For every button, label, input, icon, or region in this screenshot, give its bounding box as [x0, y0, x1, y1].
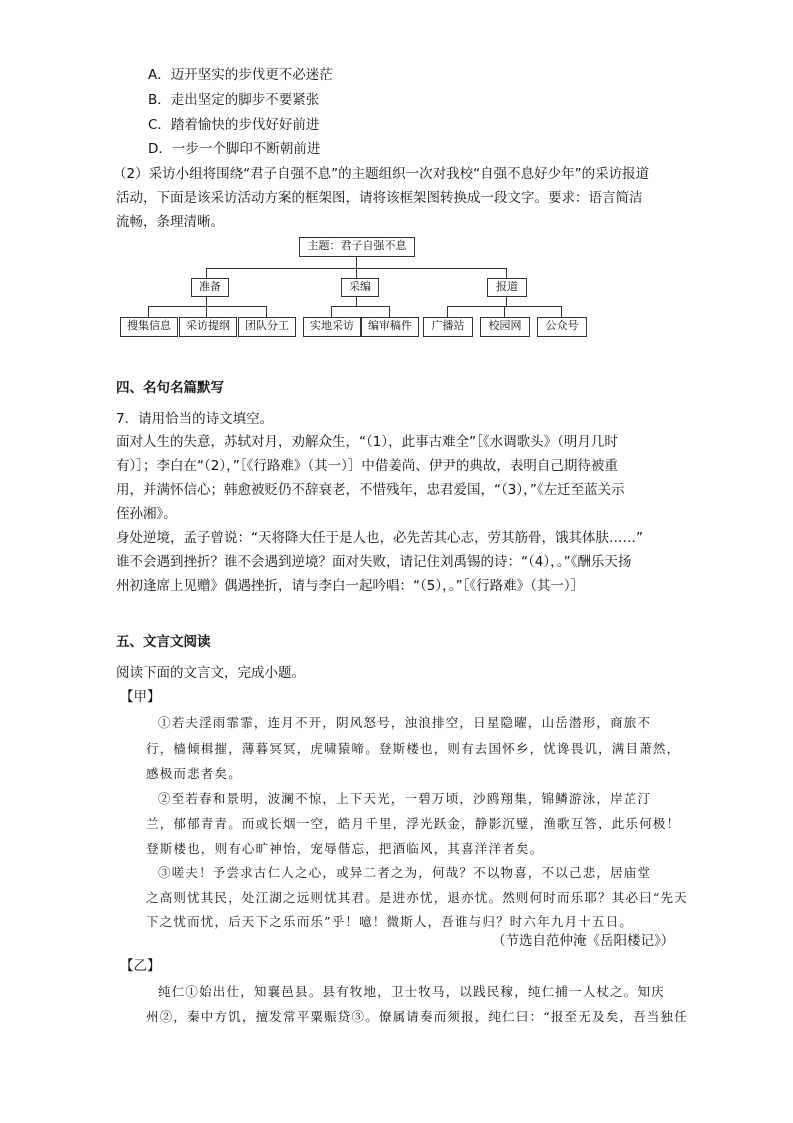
- poem-line: 身处逆境，孟子曾说：“天将降大任于是人也，必先苦其心志，劳其筋骨，饿其体肤……”: [116, 530, 643, 546]
- section-5-intro: 阅读下面的文言文，完成小题。: [116, 665, 305, 681]
- passage-line: 州②，秦中方饥，擅发常平粟赈贷③。僚属请奏而须报，纯仁曰：“报至无及矣，吾当独任: [146, 1009, 688, 1024]
- diagram-node-edit: 采编: [341, 278, 379, 297]
- diagram-leaf: 公众号: [537, 317, 587, 337]
- passage-line: 兰，郁郁青青。而或长烟一空，皓月千里，浮光跃金，静影沉璧，渔歌互答，此乐何极！: [146, 816, 681, 831]
- poem-line: 州初逢席上见赠》偶遇挫折，请与李白一起吟唱：“（5），。”［《行路难》（其一）］: [116, 578, 585, 594]
- q2-line-2: 活动，下面是该采访活动方案的框架图，请将该框架图转换成一段文字。要求：语言简洁: [116, 190, 643, 206]
- section-4-title: 四、名句名篇默写: [116, 380, 224, 396]
- passage-source: （节选自范仲淹《岳阳楼记》）: [492, 933, 675, 949]
- diagram-leaf: 编审稿件: [361, 317, 419, 337]
- passage-jia-label: 【甲】: [120, 689, 161, 705]
- section-5-title: 五、文言文阅读: [116, 634, 211, 650]
- passage-line: 纯仁①始出仕，知襄邑县。县有牧地，卫士牧马，以践民稼，纯仁捕一人杖之。知庆: [158, 984, 665, 999]
- option-a: A．迈开坚实的步伐更不必迷茫: [148, 67, 333, 83]
- passage-line: ②至若春和景明，波澜不惊，上下天光，一碧万顷，沙鸥翔集，锦鳞游泳，岸芷汀: [158, 791, 652, 806]
- passage-line: 登斯楼也，则有心旷神怡，宠辱偕忘，把酒临风，其喜洋洋者矣。: [146, 841, 544, 856]
- passage-line: ③嗟夫！予尝求古仁人之心，或异二者之为，何哉？不以物喜，不以己悲，居庙堂: [158, 865, 652, 880]
- option-c: C．踏着愉快的步伐好好前进: [148, 117, 320, 133]
- passage-line: 之高则忧其民，处江湖之远则忧其君。是进亦忧，退亦忧。然则何时而乐耶？其必曰“先天: [146, 890, 688, 905]
- passage-yi-label: 【乙】: [120, 958, 161, 974]
- diagram-leaf: 实地采访: [303, 317, 361, 337]
- passage-line: ①若夫淫雨霏霏，连月不开，阴风怒号，浊浪排空，日星隐曜，山岳潜形，商旅不: [158, 715, 652, 730]
- poem-line: 谁不会遇到挫折？谁不会遇到逆境？面对失败，请记住刘禹锡的诗：“（4），。”《酬乐天扬: [116, 554, 632, 570]
- poem-line: 用，并满怀信心；韩愈被贬仍不辞衰老，不惜残年，忠君爱国，“（3），”《左迁至蓝关示: [116, 482, 625, 498]
- diagram-leaf: 校园网: [480, 317, 530, 337]
- poem-line: 面对人生的失意，苏轼对月，劝解众生，“（1），此事古难全”［《水调歌头》（明月几时: [116, 434, 618, 450]
- diagram-leaf: 搜集信息: [120, 317, 178, 337]
- passage-line: 下之忧而忧，后天下之乐而乐”乎！噫！微斯人，吾谁与归？时六年九月十五日。: [146, 914, 634, 929]
- option-d: D．一步一个脚印不断朝前进: [148, 141, 321, 157]
- option-b: B．走出坚定的脚步不要紧张: [148, 92, 320, 108]
- q2-line-1: （2）采访小组将围绕“君子自强不息”的主题组织一次对我校“自强不息好少年”的采访报道: [113, 166, 650, 182]
- q2-line-3: 流畅，条理清晰。: [116, 214, 224, 230]
- diagram-leaf: 采访提纲: [179, 317, 237, 337]
- diagram-node-report: 报道: [487, 278, 527, 297]
- diagram-node-prepare: 准备: [191, 278, 229, 297]
- poem-line: 侄孙湘》。: [116, 506, 177, 522]
- q7-prompt: 7．请用恰当的诗文填空。: [116, 411, 274, 427]
- passage-line: 感极而悲者矣。: [146, 766, 242, 781]
- diagram-leaf: 广播站: [423, 317, 473, 337]
- passage-line: 行，樯倾楫摧，薄暮冥冥，虎啸猿啼。登斯楼也，则有去国怀乡，忧谗畏讥，满目萧然，: [146, 741, 681, 756]
- poem-line: 有）］；李白在“（2），”［《行路难》（其一）］中借姜尚、伊尹的典故，表明自己期待被重: [116, 458, 618, 474]
- diagram-root: 主题：君子自强不息: [299, 237, 415, 257]
- diagram-leaf: 团队分工: [238, 317, 296, 337]
